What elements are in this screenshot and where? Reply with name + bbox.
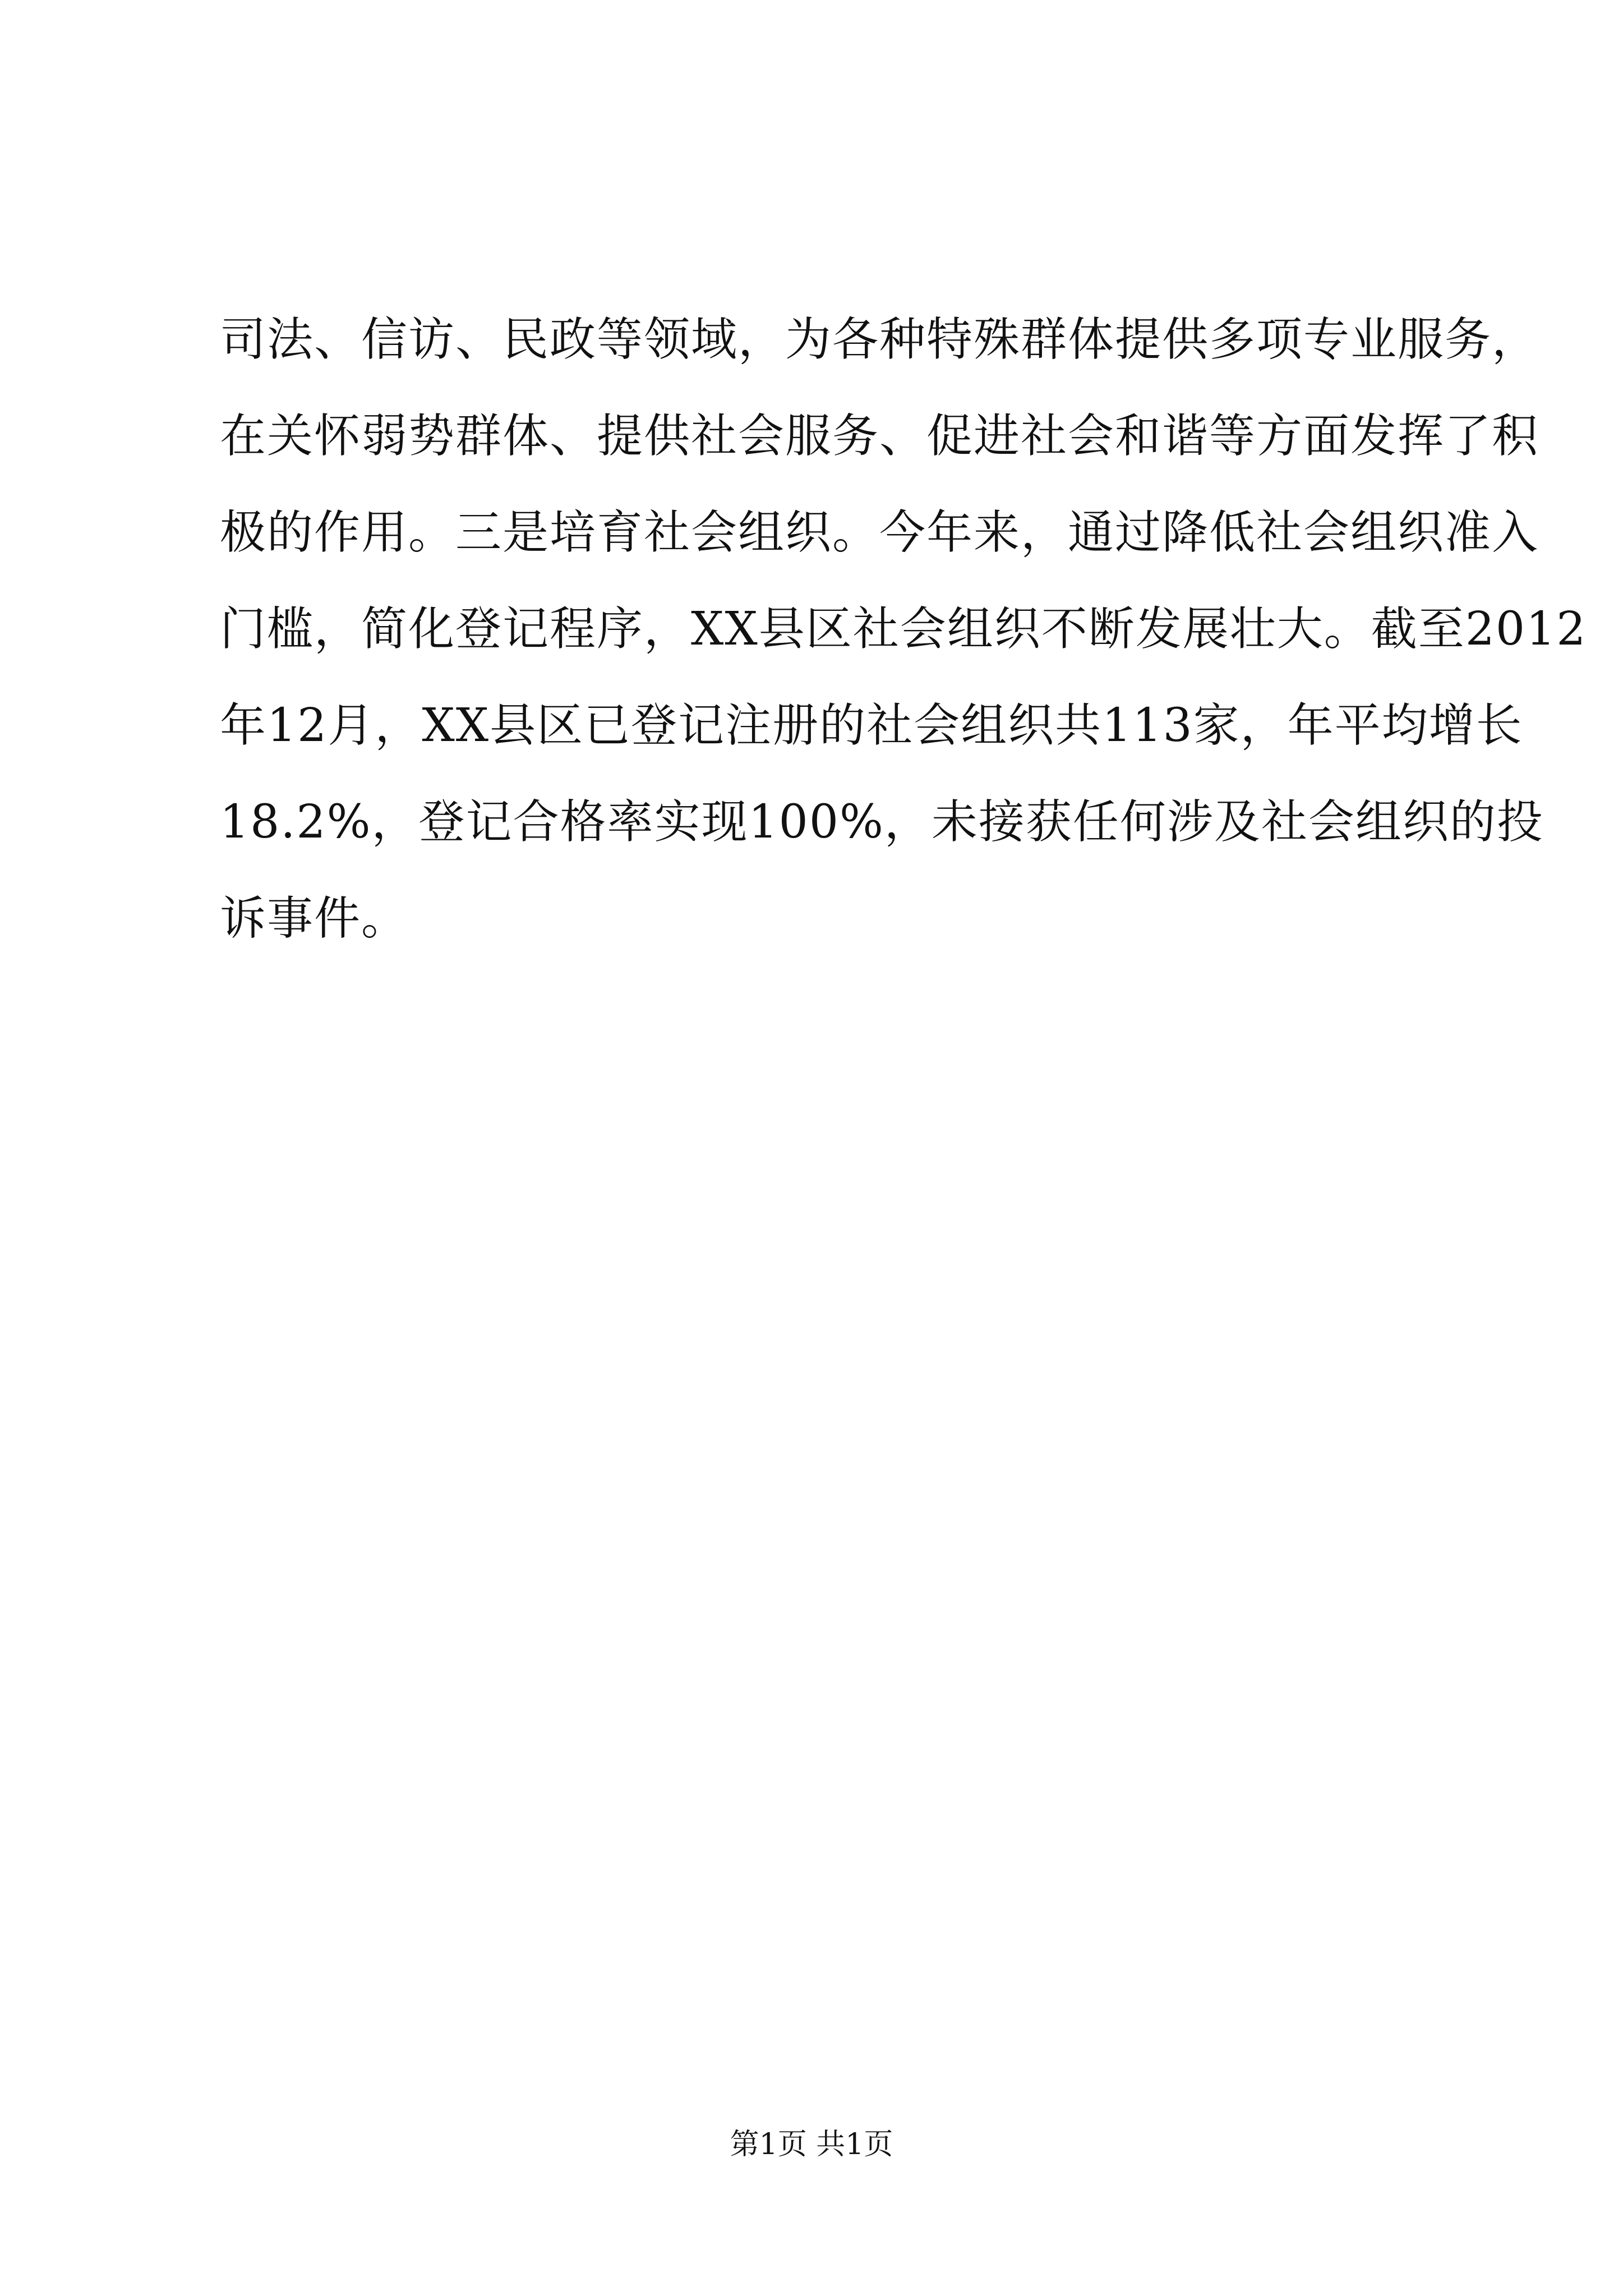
text-line-1: 司法、信访、民政等领域，为各种特殊群体提供多项专业服务， (220, 313, 1539, 366)
text-line-3: 极的作用。三是培育社会组织。今年来，通过降低社会组织准入 (220, 506, 1539, 559)
text-line-5: 年12月，XX县区已登记注册的社会组织共113家，年平均增长 (220, 699, 1523, 752)
text-line-2: 在关怀弱势群体、提供社会服务、促进社会和谐等方面发挥了积 (220, 409, 1539, 463)
text-line-4: 门槛，简化登记程序，XX县区社会组织不断发展壮大。截至2012 (220, 602, 1587, 656)
page-footer: 第1页 共1页 (730, 2128, 893, 2161)
text-line-7: 诉事件。 (220, 892, 409, 945)
text-line-6: 18.2%，登记合格率实现100%，未接获任何涉及社会组织的投 (220, 795, 1544, 849)
body-paragraph (220, 292, 1587, 967)
